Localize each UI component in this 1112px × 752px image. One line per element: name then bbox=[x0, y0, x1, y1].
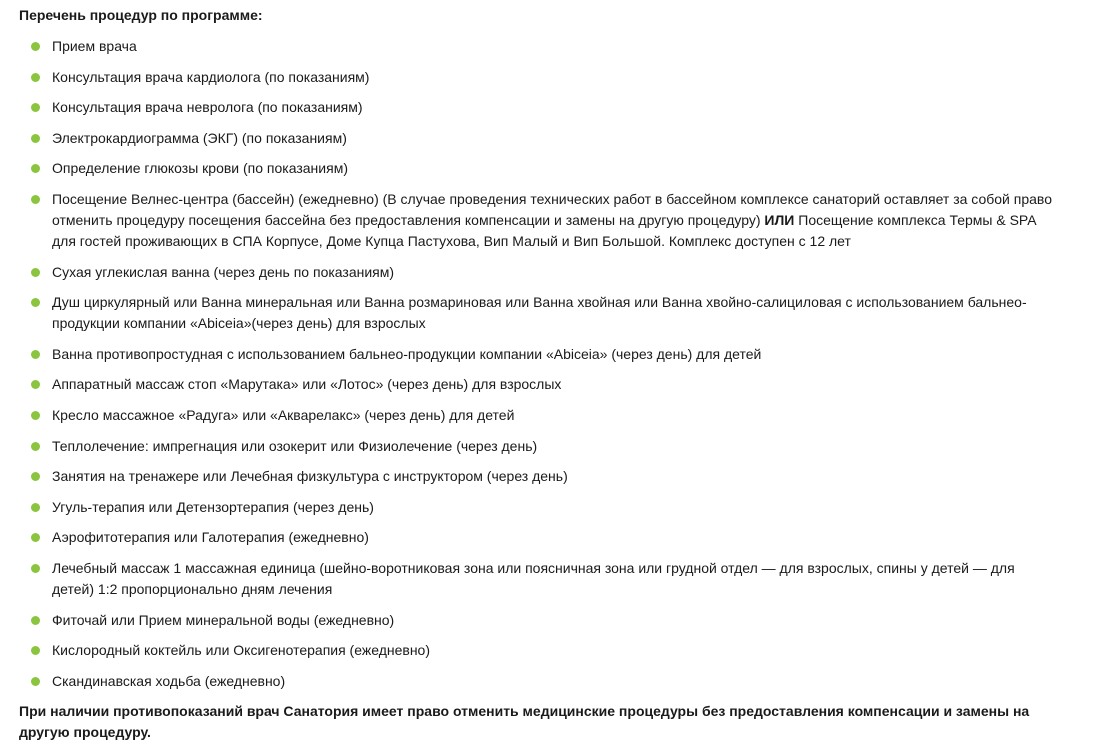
item-text: Лечебный массаж 1 массажная единица (шейно-воротниковая зона или поясничная зона или грудной отдел — для взрослых, спины у детей — для детей) 1:2 пропорционально дням лечения bbox=[52, 559, 1015, 597]
list-item bbox=[19, 189, 1059, 252]
item-text: Прием врача bbox=[52, 38, 137, 54]
item-text-after: Посещение комплекса Термы & SPA для гостей проживающих в СПА Корпусе, Доме Купца Пастухова, Вип Малый и Вип Большой. Комплекс доступен с 12 лет bbox=[52, 211, 1036, 249]
bullet-icon bbox=[31, 42, 40, 51]
bullet-icon bbox=[31, 350, 40, 359]
item-text: Кресло массажное «Радуга» или «Акварелакс» (через день) для детей bbox=[52, 406, 515, 423]
bullet-icon bbox=[31, 646, 40, 655]
list-item bbox=[19, 558, 1059, 600]
list-item bbox=[19, 610, 1059, 631]
list-item bbox=[19, 640, 1059, 661]
bullet-icon bbox=[31, 677, 40, 686]
list-item bbox=[19, 671, 1059, 692]
bullet-icon bbox=[31, 103, 40, 112]
section-heading: Перечень процедур по программе: bbox=[19, 7, 263, 23]
item-text: Консультация врача невролога (по показаниям) bbox=[52, 99, 363, 116]
item-text: Кислородный коктейль или Оксигенотерапия (ежедневно) bbox=[52, 642, 430, 659]
item-text: Занятия на тренажере или Лечебная физкультура с инструктором (через день) bbox=[52, 468, 568, 485]
list-item bbox=[19, 292, 1059, 334]
list-item bbox=[19, 97, 1059, 118]
bullet-icon bbox=[31, 533, 40, 542]
item-text: Аппаратный массаж стоп «Марутака» или «Лотос» (через день) для взрослых bbox=[52, 376, 562, 393]
bullet-icon bbox=[31, 503, 40, 512]
item-text: Фиточай или Прием минеральной воды (ежедневно) bbox=[52, 611, 395, 628]
item-text: Электрокардиограмма (ЭКГ) (по показаниям) bbox=[52, 129, 347, 146]
item-text: Сухая углекислая ванна (через день по показаниям) bbox=[52, 263, 395, 280]
list-item bbox=[19, 436, 1059, 457]
bullet-icon bbox=[31, 134, 40, 143]
bullet-icon bbox=[31, 73, 40, 82]
item-text: Скандинавская ходьба (ежедневно) bbox=[52, 672, 286, 689]
list-item bbox=[19, 527, 1059, 548]
list-item bbox=[19, 497, 1059, 518]
bullet-icon bbox=[31, 442, 40, 451]
item-text: Аэрофитотерапия или Галотерапия (ежедневно) bbox=[52, 529, 369, 546]
list-item bbox=[19, 405, 1059, 426]
item-text: Угуль-терапия или Детензортерапия (через день) bbox=[52, 498, 374, 515]
item-text: Консультация врача кардиолога (по показаниям) bbox=[52, 68, 370, 85]
item-text-before: Посещение Велнес-центра (бассейн) (ежедневно) (В случае проведения технических работ в бассейном комплексе санаторий оставляет за собой право отменить процедуру посещения бассейна без предоставления компенсации и замены на другую процедуру) bbox=[52, 190, 1052, 228]
bullet-icon bbox=[31, 380, 40, 389]
bullet-icon bbox=[31, 195, 40, 204]
procedure-list bbox=[19, 36, 1059, 692]
bullet-icon bbox=[31, 564, 40, 573]
list-item bbox=[19, 67, 1059, 88]
list-item bbox=[19, 466, 1059, 487]
list-item bbox=[19, 128, 1059, 149]
item-or-bold: ИЛИ bbox=[764, 211, 795, 228]
item-text: Теплолечение: импрегнация или озокерит или Физиолечение (через день) bbox=[52, 437, 538, 454]
bullet-icon bbox=[31, 472, 40, 481]
bullet-icon bbox=[31, 411, 40, 420]
list-item bbox=[19, 374, 1059, 395]
item-text: Душ циркулярный или Ванна минеральная или Ванна розмариновая или Ванна хвойная или Ванна хвойно-салициловая с использованием бальнео-продукции компании «Abiceia»(через день) для взрослых bbox=[52, 294, 1027, 332]
item-text: Определение глюкозы крови (по показаниям) bbox=[52, 160, 348, 177]
list-item bbox=[19, 158, 1059, 179]
bullet-icon bbox=[31, 268, 40, 277]
list-item bbox=[19, 36, 1059, 57]
item-text: Ванна противопростудная с использованием бальнео-продукции компании «Abiceia» (через день) для детей bbox=[52, 345, 762, 362]
contraindication-note: При наличии противопоказаний врач Санатория имеет право отменить медицинские процедуры без предоставления компенсации и замены на другую процедуру. bbox=[19, 703, 1030, 741]
list-item bbox=[19, 262, 1059, 283]
list-item bbox=[19, 344, 1059, 365]
bullet-icon bbox=[31, 298, 40, 307]
bullet-icon bbox=[31, 616, 40, 625]
bullet-icon bbox=[31, 164, 40, 173]
